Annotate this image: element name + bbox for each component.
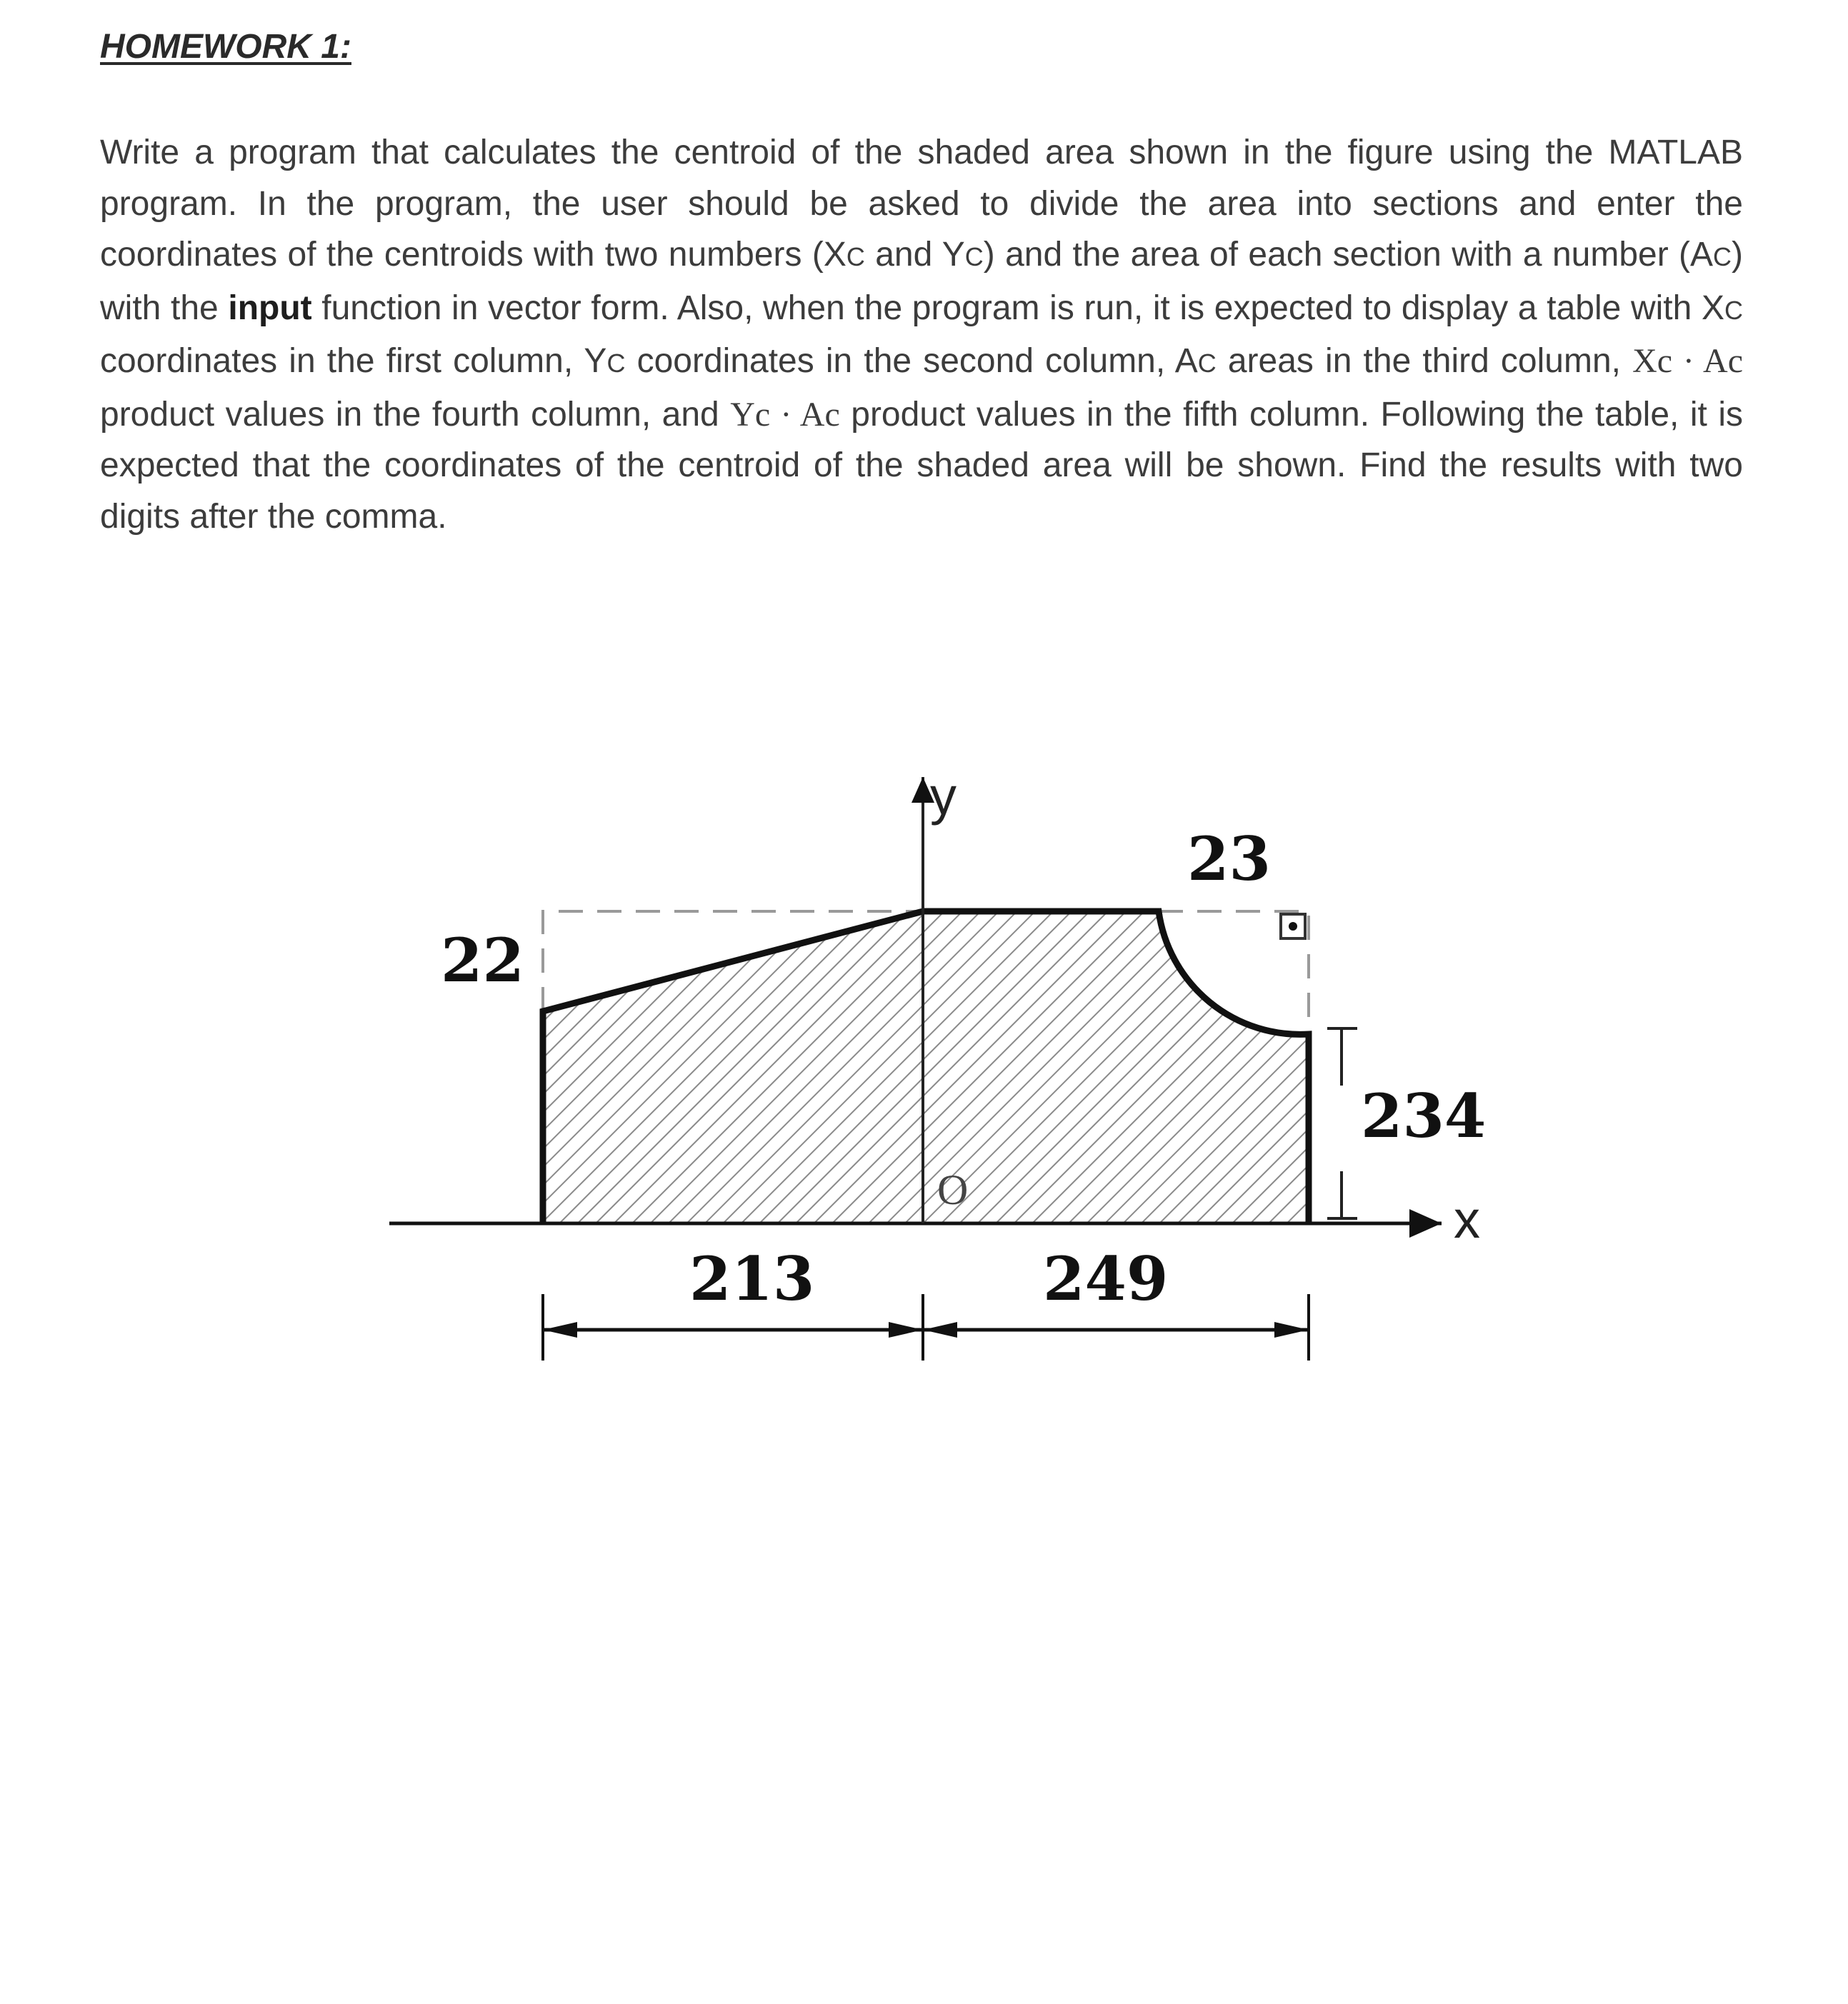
problem-text: coordinates in the second column, A bbox=[625, 342, 1198, 380]
xc-ac-product: Xc · Ac bbox=[1632, 342, 1743, 380]
problem-text: ) with the bbox=[100, 236, 1744, 327]
problem-text: function in vector form. Also, when the program is run, it is expected to display a table with X bbox=[311, 289, 1724, 327]
problem-text: and Y bbox=[864, 236, 965, 274]
y-axis-label: y bbox=[930, 766, 957, 826]
subscript-c: C bbox=[1197, 349, 1217, 378]
problem-text: areas in the third column, bbox=[1216, 342, 1633, 380]
dim-top-right: 23 bbox=[1187, 823, 1271, 894]
left-width-arrow bbox=[543, 1322, 577, 1338]
problem-text: ) and the area of each section with a number (A bbox=[983, 236, 1714, 274]
arc-center-dot bbox=[1289, 922, 1297, 931]
subscript-c: C bbox=[606, 349, 626, 378]
problem-text: coordinates in the first column, Y bbox=[100, 342, 607, 380]
homework-heading: HOMEWORK 1: bbox=[100, 28, 351, 66]
right-width-arrow bbox=[1274, 1322, 1309, 1338]
subscript-c: C bbox=[846, 242, 865, 271]
origin-label: O bbox=[937, 1166, 969, 1213]
input-keyword: input bbox=[228, 289, 312, 327]
x-axis-label: x bbox=[1454, 1190, 1480, 1249]
shaded-region bbox=[543, 911, 1309, 1223]
right-width-arrow bbox=[923, 1322, 957, 1338]
dim-left-height: 22 bbox=[441, 925, 524, 996]
dim-left-width: 213 bbox=[689, 1243, 815, 1314]
shaded-area-figure bbox=[0, 714, 1848, 1428]
subscript-c: C bbox=[1713, 242, 1732, 271]
yc-ac-product: Yc · Ac bbox=[730, 395, 840, 434]
subscript-c: C bbox=[964, 242, 984, 271]
subscript-c: C bbox=[1724, 295, 1743, 325]
dim-right-width: 249 bbox=[1043, 1243, 1169, 1314]
dim-right-height: 234 bbox=[1361, 1081, 1487, 1151]
left-width-arrow bbox=[889, 1322, 923, 1338]
problem-text: product values in the fourth column, and bbox=[100, 395, 731, 434]
problem-statement bbox=[100, 127, 1743, 542]
problem-text: product values in the fifth column. Following the table, it is expected that the coordinates of the centroid of the shaded area will be shown. Find the results with two digits after the comma. bbox=[100, 395, 1743, 536]
problem-text: Write a program that calculates the centroid of the shaded area shown in the figure using the MATLAB program. In the program, the user should be asked to divide the area into sections and enter the coordinates of the centroids with two numbers (X bbox=[100, 134, 1743, 274]
